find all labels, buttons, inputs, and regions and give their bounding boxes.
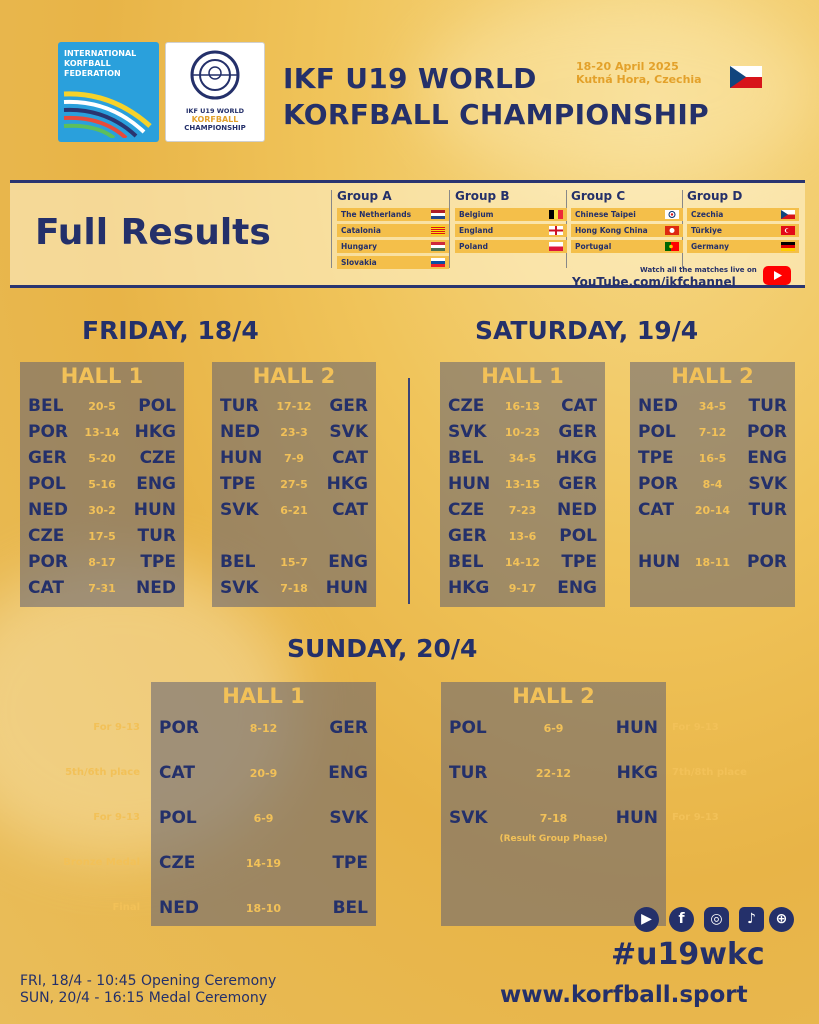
korfball-emblem-icon (189, 49, 241, 101)
away-team: POR (746, 552, 787, 572)
score: 23-3 (280, 426, 308, 439)
group-name: Group B (455, 189, 510, 203)
championship-logo (165, 42, 265, 142)
turkiye-flag-icon (781, 226, 795, 235)
match-row (151, 849, 376, 875)
away-team: GER (558, 474, 597, 494)
away-team: ENG (328, 552, 368, 572)
home-team: POR (159, 718, 200, 738)
home-team: CZE (448, 500, 485, 520)
score: 34-5 (698, 400, 727, 413)
score: 6-9 (253, 812, 274, 825)
score: 16-5 (698, 452, 727, 465)
away-team: GER (558, 422, 597, 442)
match-row (630, 548, 795, 574)
day-title-sunday: SUNDAY, 20/4 (287, 634, 478, 663)
match-row (20, 496, 184, 522)
hong-kong-flag-icon (665, 226, 679, 235)
match-row (441, 714, 666, 740)
away-team: ENG (747, 448, 787, 468)
hashtag: #u19wkc (611, 937, 765, 972)
hall-panel (20, 362, 184, 607)
round-label: For 9-13 (93, 722, 140, 733)
round-label: 5th/6th place (65, 767, 140, 778)
match-row (212, 418, 376, 444)
away-team: TPE (561, 552, 597, 572)
home-team: TUR (220, 396, 259, 416)
youtube-link[interactable]: YouTube.com/ikfchannel (572, 275, 736, 289)
website-link[interactable]: www.korfball.sport (500, 982, 748, 1008)
away-team: SVK (748, 474, 787, 494)
away-team: CZE (139, 448, 176, 468)
away-team: GER (329, 718, 368, 738)
match-row (151, 804, 376, 830)
home-team: NED (159, 898, 199, 918)
event-logo-line: CHAMPIONSHIP (184, 124, 246, 132)
youtube-icon[interactable] (763, 266, 791, 285)
home-team: TPE (638, 448, 674, 468)
home-team: POL (159, 808, 197, 828)
match-note: (Result Group Phase) (499, 834, 608, 844)
hall-panel (630, 362, 795, 607)
home-team: POR (28, 552, 69, 572)
team-name: Catalonia (341, 226, 381, 235)
score: 17-12 (276, 400, 312, 413)
score: 7-18 (539, 812, 568, 825)
home-team: POL (449, 718, 487, 738)
score: 7-31 (88, 582, 116, 595)
match-row (440, 522, 605, 548)
match-row (441, 804, 666, 844)
match-row (212, 444, 376, 470)
home-team: POL (638, 422, 676, 442)
group-a (337, 189, 449, 269)
slovakia-flag-icon (431, 258, 445, 267)
catalonia-flag-icon (431, 226, 445, 235)
away-team: TUR (137, 526, 176, 546)
hall-title: HALL 2 (671, 364, 754, 388)
away-team: TUR (748, 396, 787, 416)
home-team: BEL (448, 448, 484, 468)
match-row (212, 496, 376, 522)
away-team: HUN (615, 808, 658, 828)
round-label: Final (112, 902, 140, 913)
match-row (20, 392, 184, 418)
event-venue: Kutná Hora, Czechia (576, 73, 702, 86)
away-team: NED (136, 578, 176, 598)
score: 34-5 (508, 452, 537, 465)
event-logo-line: KORFBALL (191, 115, 239, 124)
score: 27-5 (280, 478, 308, 491)
team-row (687, 224, 799, 237)
team-name: Slovakia (341, 258, 377, 267)
home-team: SVK (449, 808, 488, 828)
team-name: Hong Kong China (575, 226, 648, 235)
ikf-logo-line: KORFBALL (64, 59, 111, 68)
team-row (455, 240, 567, 253)
away-team: BEL (332, 898, 368, 918)
score: 17-5 (88, 530, 116, 543)
team-name: Belgium (459, 210, 494, 219)
team-row (571, 208, 683, 221)
score: 16-13 (504, 400, 541, 413)
hall-title: HALL 1 (222, 684, 305, 708)
home-team: HUN (638, 552, 681, 572)
team-name: Poland (459, 242, 488, 251)
match-row (630, 418, 795, 444)
home-team: GER (28, 448, 67, 468)
group-d (687, 189, 799, 253)
home-team: CZE (159, 853, 196, 873)
away-team: TPE (140, 552, 176, 572)
belgium-flag-icon (549, 210, 563, 219)
czech-flag-icon (730, 66, 762, 88)
away-team: POL (559, 526, 597, 546)
home-team: NED (28, 500, 68, 520)
instagram-icon[interactable]: ◎ (704, 907, 729, 932)
team-name: The Netherlands (341, 210, 412, 219)
away-team: CAT (332, 500, 368, 520)
netherlands-flag-icon (431, 210, 445, 219)
score: 5-20 (88, 452, 116, 465)
match-row (20, 522, 184, 548)
match-row (630, 470, 795, 496)
score: 13-6 (508, 530, 537, 543)
hall-title: HALL 2 (252, 364, 336, 388)
away-team: SVK (329, 422, 368, 442)
score: 7-23 (508, 504, 537, 517)
match-row (20, 418, 184, 444)
page-title-line1: IKF U19 WORLD (283, 62, 537, 95)
portugal-flag-icon (665, 242, 679, 251)
match-row (440, 392, 605, 418)
ikf-logo-line: INTERNATIONAL (64, 49, 137, 58)
ikf-logo-line: FEDERATION (64, 69, 121, 78)
divider (449, 190, 450, 268)
poland-flag-icon (549, 242, 563, 251)
page-title-line2: KORFBALL CHAMPIONSHIP (283, 98, 709, 131)
match-row (212, 470, 376, 496)
home-team: NED (220, 422, 260, 442)
match-row (212, 548, 376, 574)
away-team: NED (557, 500, 597, 520)
score: 8-4 (702, 478, 723, 491)
team-row (337, 240, 449, 253)
match-row (630, 444, 795, 470)
home-team: POL (28, 474, 66, 494)
away-team: HUN (615, 718, 658, 738)
away-team: HKG (326, 474, 368, 494)
team-name: Portugal (575, 242, 612, 251)
score: 8-17 (88, 556, 116, 569)
home-team: BEL (448, 552, 484, 572)
away-team: ENG (557, 578, 597, 598)
match-row (20, 470, 184, 496)
hall-title: HALL 2 (512, 684, 595, 708)
ceremony-info: FRI, 18/4 - 10:45 Opening Ceremony (20, 973, 277, 989)
team-name: England (459, 226, 494, 235)
full-results-heading: Full Results (35, 212, 271, 253)
match-row (440, 444, 605, 470)
score: 18-11 (694, 556, 731, 569)
group-c (571, 189, 683, 253)
group-name: Group C (571, 189, 626, 203)
away-team: ENG (328, 763, 368, 783)
round-label: For 9-13 (672, 722, 719, 733)
match-row (440, 470, 605, 496)
hall-panel (151, 682, 376, 926)
home-team: POR (638, 474, 679, 494)
group-name: Group A (337, 189, 392, 203)
team-row (455, 208, 567, 221)
divider (331, 190, 332, 268)
score: 7-9 (284, 452, 304, 465)
match-row (441, 759, 666, 785)
match-row (151, 714, 376, 740)
score: 9-17 (508, 582, 537, 595)
match-row (440, 496, 605, 522)
score: 15-7 (280, 556, 308, 569)
home-team: SVK (448, 422, 487, 442)
score: 5-16 (88, 478, 116, 491)
match-row (212, 392, 376, 418)
germany-flag-icon (781, 242, 795, 251)
round-label: Bronze Medal (63, 857, 140, 868)
team-row (337, 256, 449, 269)
team-row (455, 224, 567, 237)
home-team: HUN (448, 474, 491, 494)
team-name: Türkiye (691, 226, 722, 235)
team-row (571, 240, 683, 253)
globe-icon[interactable]: ⊕ (769, 907, 794, 932)
match-row (151, 894, 376, 920)
hall-title: HALL 1 (481, 364, 564, 388)
away-team: POR (746, 422, 787, 442)
day-title-friday: FRIDAY, 18/4 (82, 316, 259, 345)
away-team: HUN (325, 578, 368, 598)
score: 7-18 (280, 582, 308, 595)
score: 20-9 (249, 767, 278, 780)
home-team: SVK (220, 578, 259, 598)
ceremony-info: SUN, 20/4 - 16:15 Medal Ceremony (20, 990, 268, 1006)
team-row (687, 240, 799, 253)
home-team: GER (448, 526, 487, 546)
home-team: CAT (159, 763, 195, 783)
score: 10-23 (504, 426, 541, 439)
team-row (571, 224, 683, 237)
match-row (440, 574, 605, 600)
round-label: For 9-13 (93, 812, 140, 823)
hall-panel (441, 682, 666, 926)
home-team: BEL (220, 552, 256, 572)
match-row (440, 418, 605, 444)
away-team: POL (138, 396, 176, 416)
score: 6-21 (280, 504, 308, 517)
day-divider (408, 378, 410, 604)
score: 13-15 (504, 478, 541, 491)
team-name: Germany (691, 242, 730, 251)
away-team: TUR (748, 500, 787, 520)
group-name: Group D (687, 189, 743, 203)
away-team: CAT (561, 396, 597, 416)
home-team: CAT (638, 500, 674, 520)
score: 14-19 (245, 857, 282, 870)
score: 20-14 (694, 504, 731, 517)
match-row (20, 574, 184, 600)
ikf-swoosh-icon (62, 86, 154, 138)
czechia-flag-icon (781, 210, 795, 219)
match-row (20, 444, 184, 470)
team-row (337, 224, 449, 237)
youtube-note: Watch all the matches live on (640, 266, 757, 274)
match-row (630, 496, 795, 522)
round-label: For 9-13 (672, 812, 719, 823)
tiktok-icon[interactable]: ♪ (739, 907, 764, 932)
home-team: NED (638, 396, 678, 416)
ikf-logo (58, 42, 159, 142)
away-team: TPE (332, 853, 368, 873)
score: 7-12 (698, 426, 727, 439)
home-team: POR (28, 422, 69, 442)
team-name: Czechia (691, 210, 724, 219)
home-team: BEL (28, 396, 64, 416)
away-team: HKG (616, 763, 658, 783)
away-team: HKG (134, 422, 176, 442)
youtube-icon[interactable]: ▶ (634, 907, 659, 932)
score: 8-12 (249, 722, 278, 735)
hall-panel (440, 362, 605, 607)
hall-panel (212, 362, 376, 607)
hall-title: HALL 1 (60, 364, 144, 388)
away-team: HKG (555, 448, 597, 468)
away-team: CAT (332, 448, 368, 468)
round-label: 7th/8th place (672, 767, 747, 778)
team-name: Hungary (341, 242, 377, 251)
score: 18-10 (245, 902, 282, 915)
score: 20-5 (88, 400, 116, 413)
team-name: Chinese Taipei (575, 210, 636, 219)
team-row (687, 208, 799, 221)
match-row (630, 392, 795, 418)
home-team: CZE (28, 526, 65, 546)
score: 13-14 (84, 426, 120, 439)
home-team: HUN (220, 448, 263, 468)
home-team: TUR (449, 763, 488, 783)
match-row (20, 548, 184, 574)
chinese-taipei-flag-icon (665, 210, 679, 219)
match-row (212, 574, 376, 600)
away-team: GER (329, 396, 368, 416)
score: 14-12 (504, 556, 541, 569)
home-team: CZE (448, 396, 485, 416)
team-row (337, 208, 449, 221)
england-flag-icon (549, 226, 563, 235)
match-row (151, 759, 376, 785)
home-team: HKG (448, 578, 490, 598)
match-row (440, 548, 605, 574)
facebook-icon[interactable]: f (669, 907, 694, 932)
home-team: TPE (220, 474, 256, 494)
group-b (455, 189, 567, 253)
home-team: SVK (220, 500, 259, 520)
event-logo-line: IKF U19 WORLD (186, 107, 244, 115)
away-team: HUN (133, 500, 176, 520)
home-team: CAT (28, 578, 64, 598)
score: 30-2 (88, 504, 116, 517)
score: 6-9 (543, 722, 564, 735)
hungary-flag-icon (431, 242, 445, 251)
event-dates: 18-20 April 2025 (576, 60, 679, 73)
away-team: SVK (329, 808, 368, 828)
day-title-saturday: SATURDAY, 19/4 (475, 316, 699, 345)
score: 22-12 (535, 767, 572, 780)
away-team: ENG (136, 474, 176, 494)
